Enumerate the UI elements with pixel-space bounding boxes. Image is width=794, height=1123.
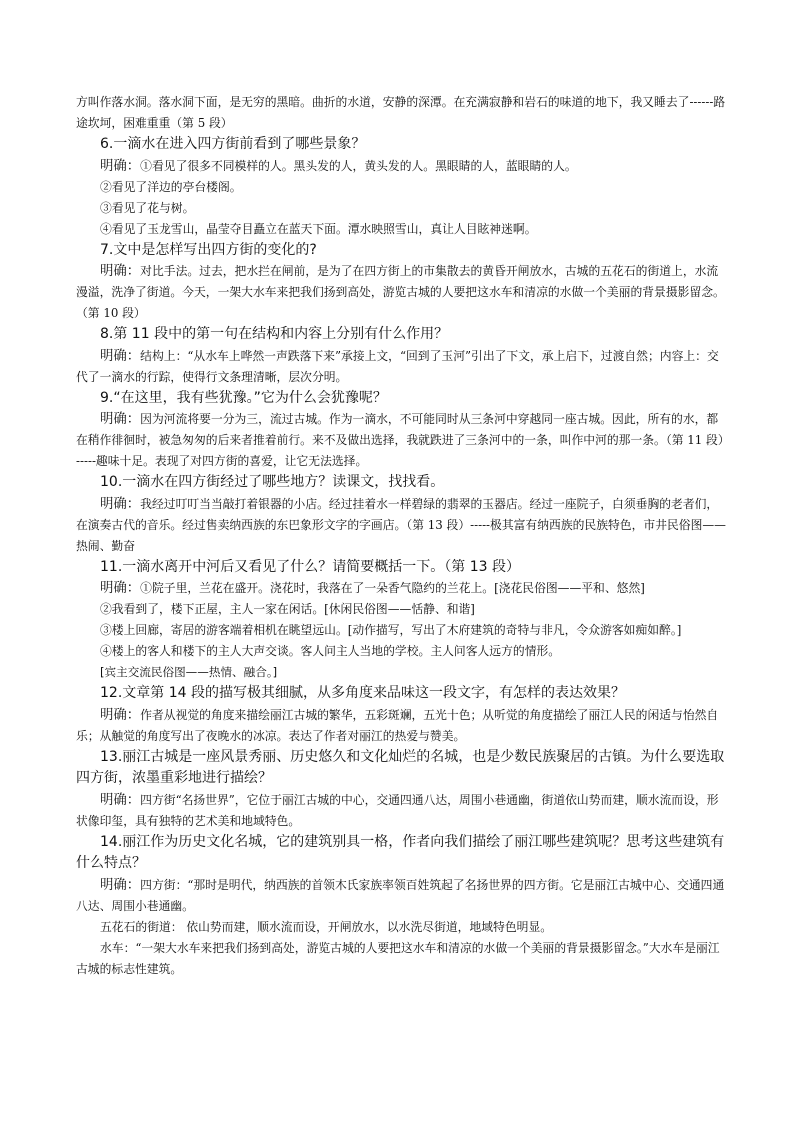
question-6: 6.一滴水在进入四方街前看到了哪些景象？ <box>100 136 366 152</box>
answer-label: 明确： <box>100 158 141 174</box>
answer-label: 明确： <box>100 792 141 808</box>
answer-11 <box>76 578 728 599</box>
question-14: 14.丽江作为历史文化名城，它的建筑别具一格，作者向我们描绘了丽江哪些建筑呢？思考这些建筑有什么特点？ <box>76 833 725 871</box>
answer-8 <box>76 346 728 388</box>
question-11: 11.一滴水离开中河后又看见了什么？请简要概括一下。（第 13 段） <box>100 558 520 575</box>
answer-6-item-3: ③看见了花与树。 <box>100 200 195 215</box>
answer-label: 明确： <box>100 412 141 427</box>
question-7: 7.文中是怎样写出四方街的变化的? <box>100 241 317 258</box>
answer-11-item-2: ②我看到了，楼下正屋，主人一家在闲话。[休闲民俗图——恬静、和谐] <box>100 602 475 616</box>
answer-6 <box>76 156 728 177</box>
answer-text: 我经过叮叮当当敲打着银器的小店。经过挂着水一样碧绿的翡翠的玉器店。经过一座院子，白须垂胸的老者们，在演奏古代的音乐。经过售卖纳西族的东巴象形文字的字画店。（第 13 段）-----极其富有纳西族的民族特色，市井民俗图——热闹、勤奋 <box>76 496 726 553</box>
question-13: 13.丽江古城是一座风景秀丽、历史悠久和文化灿烂的名城，也是少数民族聚居的古镇。为什么要选取四方街，浓墨重彩地进行描绘？ <box>76 748 725 786</box>
answer-10 <box>76 494 728 557</box>
answer-6-item-2: ②看见了洋边的亭台楼阁。 <box>100 179 242 194</box>
answer-12 <box>76 705 728 747</box>
question-9: 9.“在这里，我有些犹豫。”它为什么会犹豫呢？ <box>100 389 387 406</box>
answer-text: ①院子里，兰花在盛开。浇花时，我落在了一朵香气隐约的兰花上。[浇花民俗图——平和、悠然] <box>140 581 645 595</box>
answer-label: 明确： <box>100 348 141 364</box>
answer-text: 四方街“名扬世界”，它位于丽江古城的中心，交通四通八达，周围小巷通幽，街道依山势而建，顺水流而设，形状像印玺，具有独特的艺术美和地域特色。 <box>76 792 719 828</box>
answer-label: 明确： <box>100 877 141 893</box>
answer-label: 明确： <box>100 264 141 279</box>
answer-6-item-4: ④看见了玉龙雪山，晶莹夺目矗立在蓝天下面。潭水映照雪山，真让人目眩神迷啊。 <box>100 221 537 236</box>
answer-text: 结构上：“从水车上哗然一声跌落下来”承接上文，“回到了玉河”引出了下文，承上启下，过渡自然；内容上：交代了一滴水的行踪，使得行文条理清晰，层次分明。 <box>76 348 719 384</box>
answer-11-item-3: ③楼上回廊，寄居的游客端着相机在眺望远山。[动作描写，写出了木府建筑的奇特与非凡，令众游客如痴如醉。] <box>100 623 682 637</box>
answer-14 <box>76 875 728 917</box>
answer-14-streets: 五花石的街道： 依山势而建，顺水流而设，开闸放水，以水洗尽街道，地域特色明显。 <box>100 919 553 934</box>
answer-14-waterwheel: 水车：“一架大水车来把我们扬到高处，游览古城的人要把这水车和清凉的水做一个美丽的背景摄影留念。”大水车是丽江古城的标志性建筑。 <box>76 940 720 976</box>
answer-text: 四方街：“那时是明代，纳西族的首领木氏家族率领百姓筑起了名扬世界的四方街。它是丽江古城中心、交通四通八达、周围小巷通幽。 <box>76 877 725 913</box>
answer-text: 对比手法。过去，把水拦在闸前，是为了在四方街上的市集散去的黄昏开闸放水，古城的五花石的街道上，水流漫溢，洗净了街道。今天，一架大水车来把我们扬到高处，游览古城的人要把这水车和清凉的水做一个美丽的背景摄影留念。（第 10 段） <box>76 264 725 320</box>
answer-label: 明确： <box>100 581 141 596</box>
question-12: 12.文章第 14 段的描写极其细腻，从多角度来品味这一段文字，有怎样的表达效果？ <box>100 685 625 701</box>
continuation-paragraph: 方叫作落水洞。落水洞下面，是无穷的黑暗。曲折的水道，安静的深潭。在充满寂静和岩石的味道的地下，我又睡去了------路途坎坷，困难重重（第 5 段） <box>76 95 726 130</box>
answer-13 <box>76 790 728 832</box>
answer-11-item-4: ④楼上的客人和楼下的主人大声交谈。客人问主人当地的学校。主人问客人远方的情形。 <box>100 644 561 658</box>
question-8: 8.第 11 段中的第一句在结构和内容上分别有什么作用？ <box>100 326 449 342</box>
answer-text: 作者从视觉的角度来描绘丽江古城的繁华，五彩斑斓，五光十色；从听觉的角度描绘了丽江人民的闲适与怡然自乐；从触觉的角度写出了夜晚水的冰凉。表达了作者对丽江的热爱与赞美。 <box>76 707 719 743</box>
answer-label: 明确： <box>100 496 141 512</box>
answer-11-note: [宾主交流民俗图——热情、融合。] <box>100 665 278 679</box>
answer-text: 因为河流将要一分为三，流过古城。作为一滴水，不可能同时从三条河中穿越同一座古城。因此，所有的水，都在稍作徘徊时，被急匆匆的后来者推着前行。来不及做出选择，我就跌进了三条河中的一条，叫作中河的那一条。（第 11 段）-----趣味十足。表现了对四方街的喜爱，让它无法选择。 <box>76 412 724 468</box>
answer-9 <box>76 409 728 472</box>
answer-text: ①看见了很多不同模样的人。黑头发的人，黄头发的人。黑眼睛的人，蓝眼睛的人。 <box>140 158 577 173</box>
answer-7 <box>76 261 728 324</box>
question-10: 10.一滴水在四方街经过了哪些地方？读课文，找找看。 <box>100 474 445 490</box>
answer-label: 明确： <box>100 707 141 723</box>
